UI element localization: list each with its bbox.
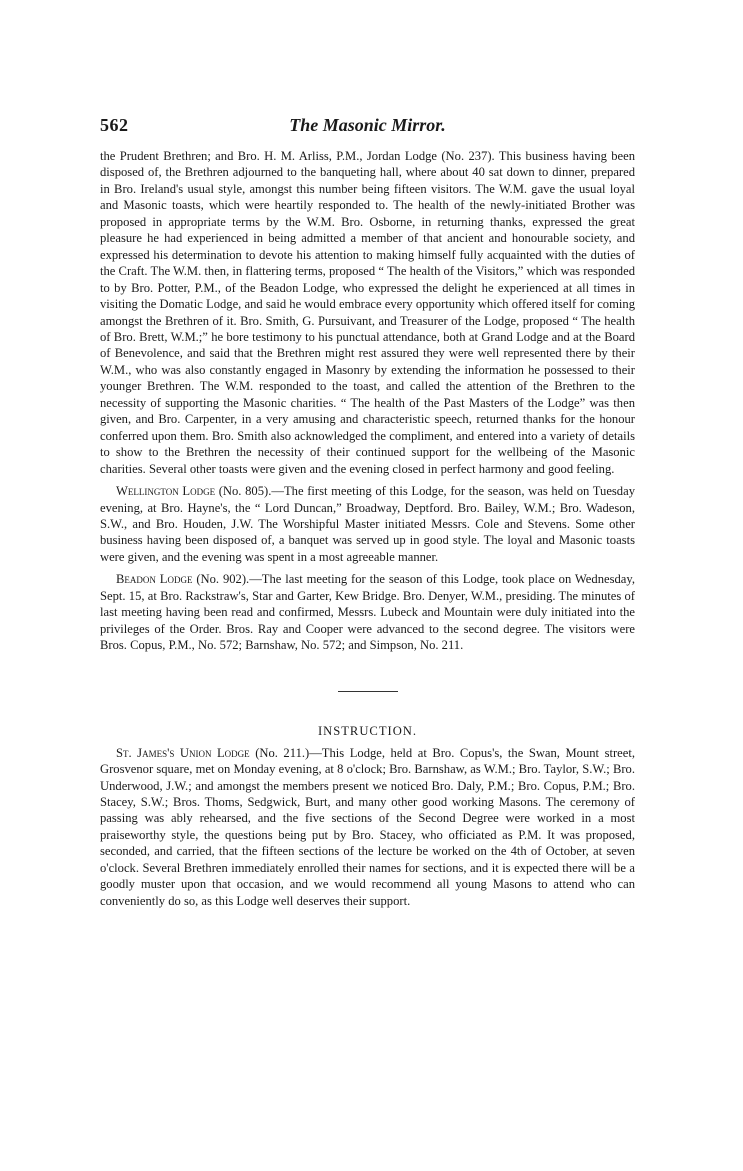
section-heading: INSTRUCTION.: [317, 723, 418, 738]
page-number: 562: [100, 115, 129, 135]
paragraph-text: (No. 211.)—This Lodge, held at Bro. Copus's, the Swan, Mount street, Grosvenor square, met on Monday evening, at 8 o'clock; Bro. Barnshaw, as W.M.; Bro. Taylor, S.W.; Bro. Underwood, J.W.; and amongst the members present we noticed Bro. Daly, P.M.; Bro. Copus, P.M.; Bro. Stacey, S.W.; Bros. Thoms, Sedgwick, Burt, and many other good working Masons. The ceremony of passing was ably rehearsed, and the five sections of the Second Degree were worked in a most praiseworthy style, the questions being put by Bro. Stacey, who officiated as P.M. It was proposed, seconded, and carried, that the fifteen sections of the lecture be worked on the 4th of October, at seven o'clock. Several Brethren immediately enrolled their names for sections, and it is expected there will be a goodly muster upon that occasion, and we would recommend all young Masons to attend who can conveniently do so, as this Lodge well deserves their support.: [100, 745, 635, 908]
paragraph-text: (No. 805).—The first meeting of this Lodge, for the season, was held on Tuesday evening, at Bro. Hayne's, the “ Lord Duncan,” Broadway, Deptford. Bro. Bailey, W.M.; Bro. Wadeson, S.W., and Bro. Houden, J.W. The Worshipful Master initiated Messrs. Cole and Stevens. Some other business having been disposed of, a banquet was served up in good style. The loyal and Masonic toasts were given, and the evening was spent in a most agreeable manner.: [100, 484, 635, 564]
paragraph-text: the Prudent Brethren; and Bro. H. M. Arliss, P.M., Jordan Lodge (No. 237). This business having been disposed of, the Brethren adjourned to the banqueting hall, where about 40 sat down to dinner, prepared in Bro. Ireland's usual style, amongst this number being fifteen visitors. The W.M. gave the usual loyal and Masonic toasts, which were heartily responded to. The health of the newly-initiated Brother was proposed in appropriate terms by the W.M. Bro. Osborne, in returning thanks, expressed the great pleasure he had experienced in being admitted a member of that ancient and honourable society, and expressed his determination to devote his attention to making himself fully acquainted with the duties of the Craft. The W.M. then, in flattering terms, proposed “ The health of the Visitors,” which was responded to by Bro. Potter, P.M., of the Beadon Lodge, who expressed the delight he experienced at all times in visiting the Domatic Lodge, and said he would embrace every opportunity which offered itself for coming amongst the Brethren of it. Bro. Smith, G. Pursuivant, and Treasurer of the Lodge, proposed “ The health of Bro. Brett, W.M.;” he bore testimony to his punctual attendance, both at Grand Lodge and at the Board of Benevolence, and said that the Brethren might rest assured they were well represented there by their W.M., who was also constantly engaged in Masonry by extending the information he possessed to their younger Brethren. The W.M. responded to the toast, and called the attention of the Brethren to the necessity of supporting the Masonic charities. “ The health of the Past Masters of the Lodge” was then given, and Bro. Carpenter, in a very amusing and characteristic speech, returned thanks for the honour conferred upon them. Bro. Smith also acknowledged the compliment, and entered into a variety of details to show to the Brethren the necessity of their continued support for the wellbeing of the Masonic charities. Several other toasts were given and the evening closed in perfect harmony and good feeling.: [100, 149, 635, 476]
paragraph-text: (No. 902).—The last meeting for the season of this Lodge, took place on Wednesday, Sept. 15, at Bro. Rackstraw's, Star and Garter, Kew Bridge. Bro. Denyer, W.M., presiding. The minutes of last meeting having been read and confirmed, Messrs. Lubeck and Mountain were duly initiated into the privileges of the Order. Bros. Ray and Cooper were advanced to the second degree. The visitors were Bros. Copus, P.M., No. 572; Barnshaw, No. 572; and Simpson, No. 211.: [100, 572, 635, 653]
paragraph-wellington-lodge: [100, 483, 635, 565]
lodge-name: Wellington Lodge: [116, 484, 216, 499]
running-title: The Masonic Mirror.: [289, 115, 446, 135]
lodge-name: Beadon Lodge: [116, 572, 193, 587]
paragraph-beadon-lodge: [100, 571, 635, 653]
paragraph-st-james-union-lodge: [100, 745, 635, 910]
section-divider: [338, 691, 398, 692]
paragraph-domatic-lodge-continued: [100, 148, 635, 477]
page-header: [100, 115, 635, 139]
lodge-name: St. James's Union Lodge: [116, 745, 250, 760]
article-body: [100, 148, 635, 909]
